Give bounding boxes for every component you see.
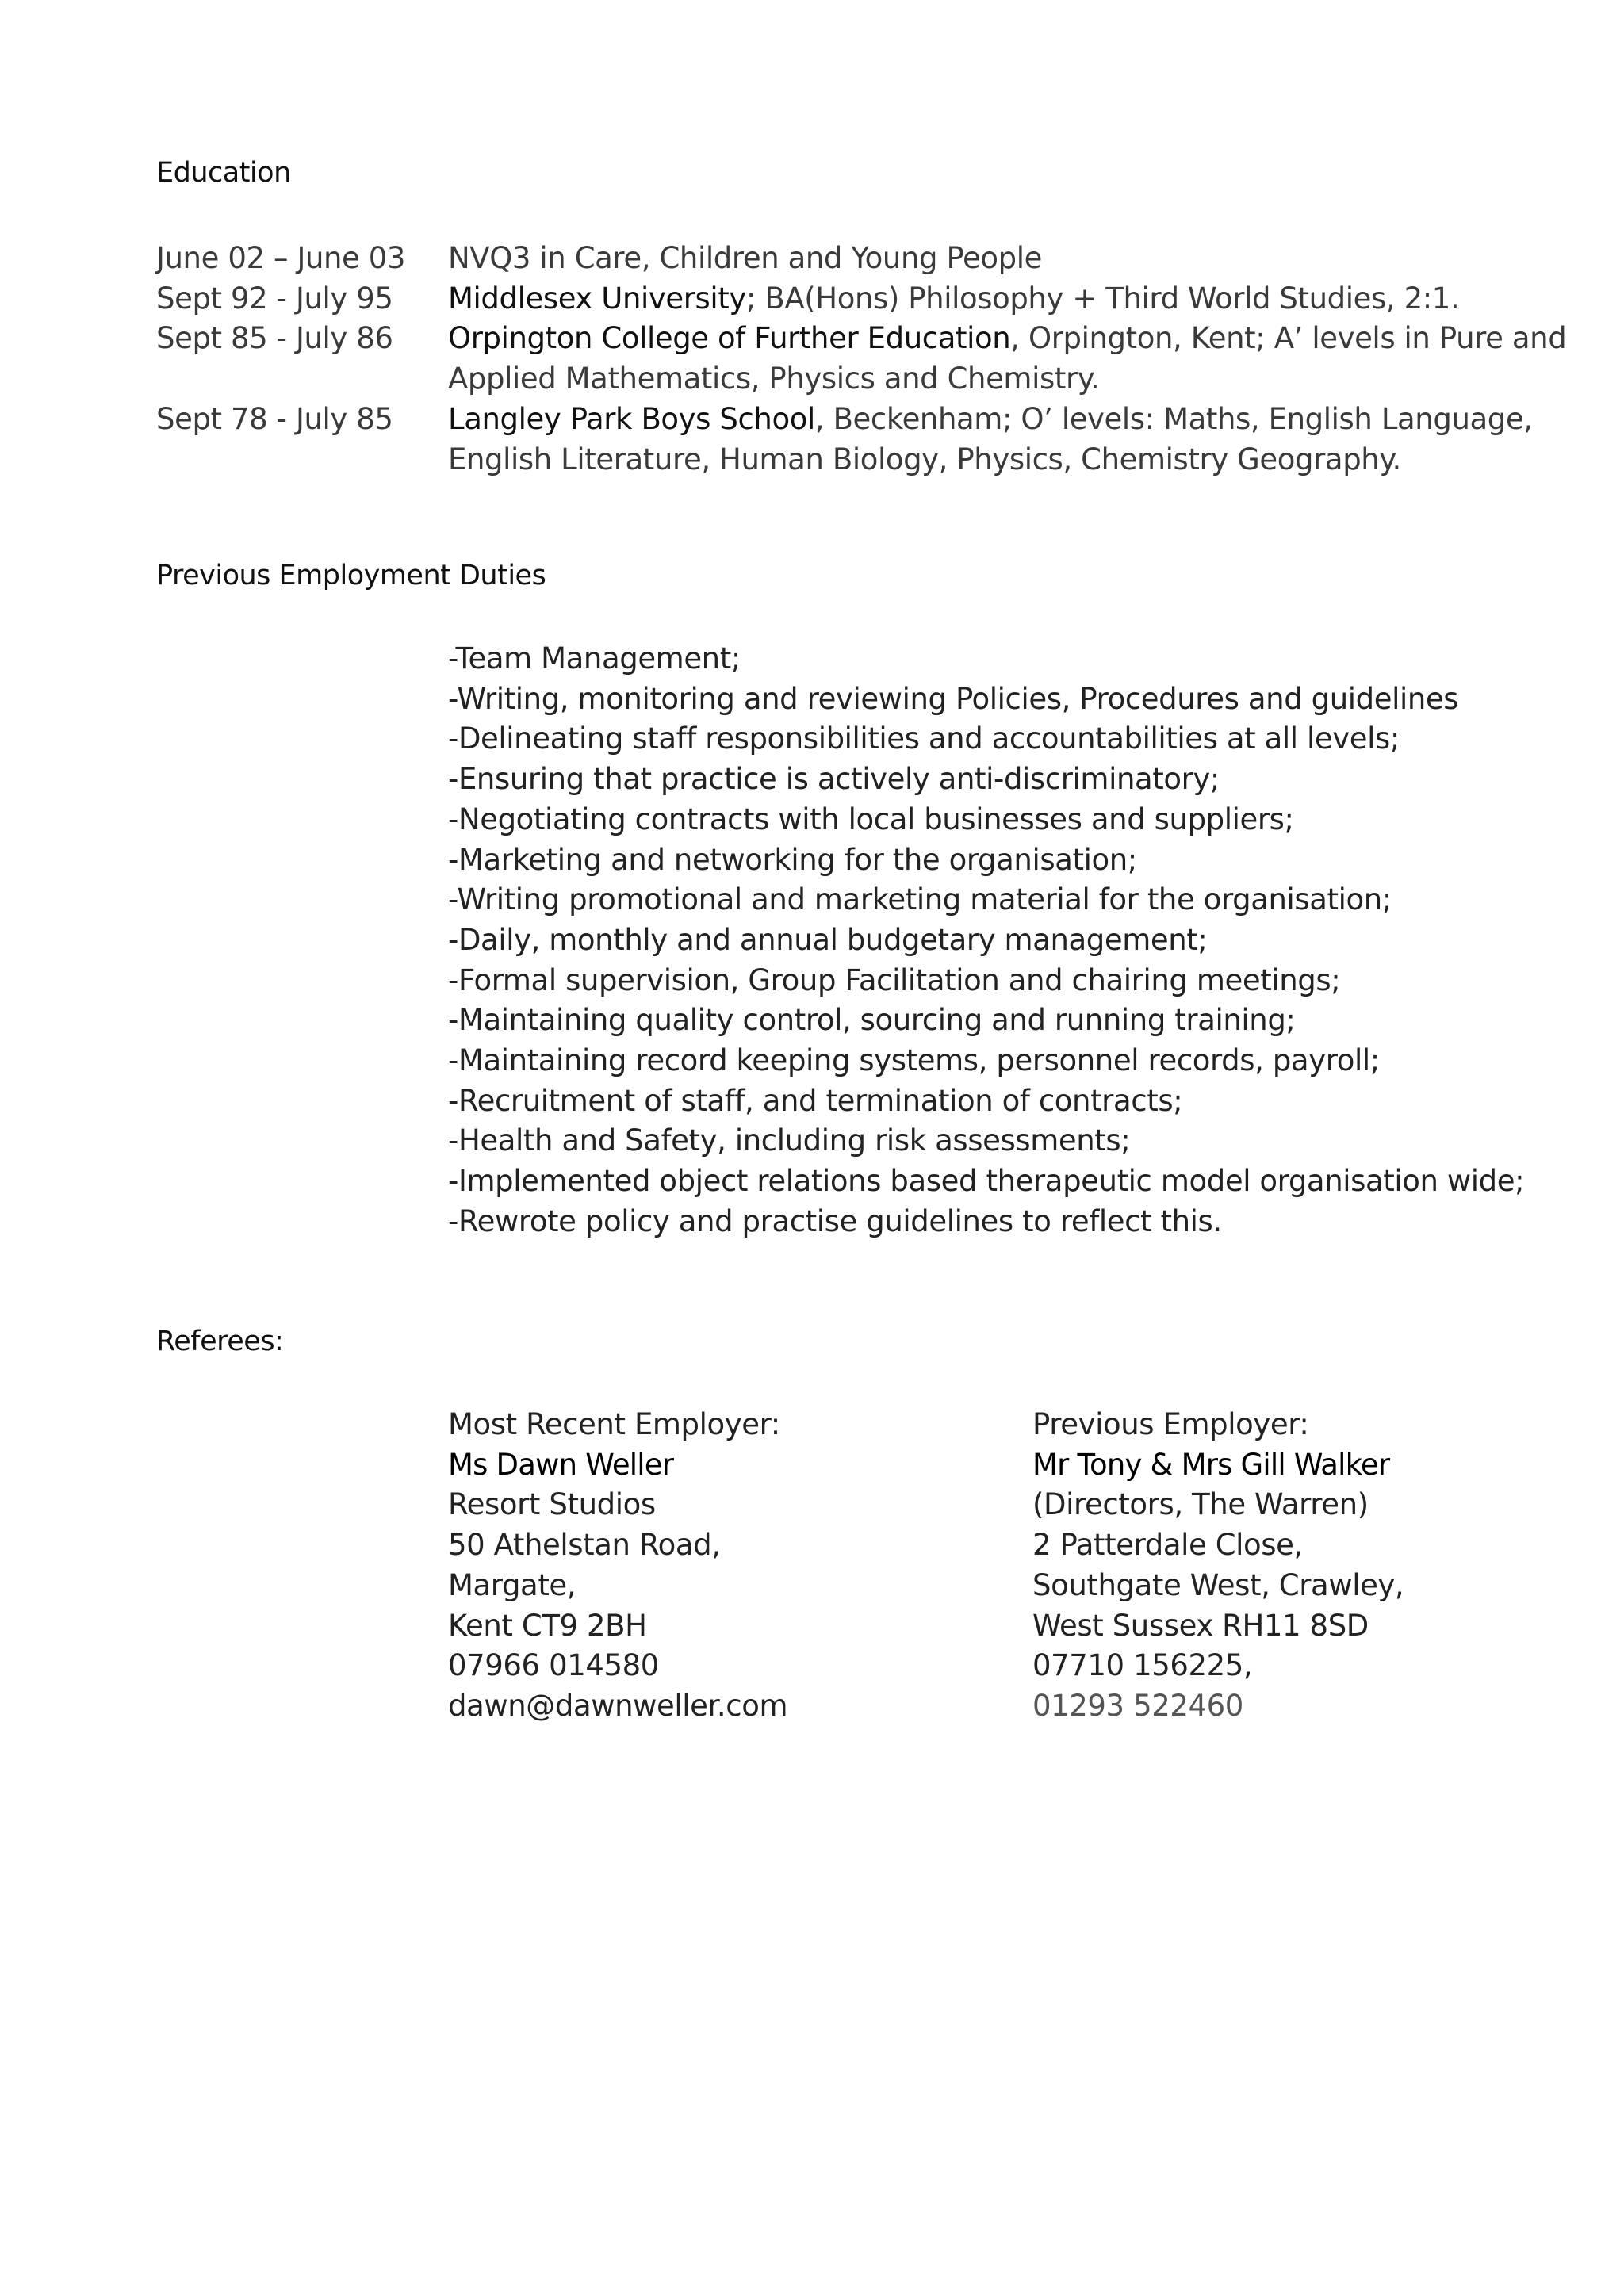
referee-previous [1032, 1405, 1404, 1727]
employment-heading: Previous Employment Duties [156, 560, 546, 591]
referees-heading: Referees: [156, 1326, 284, 1357]
duty-item: -Writing, monitoring and reviewing Policies, Procedures and guidelines [448, 681, 1459, 716]
duty-item: -Marketing and networking for the organisation; [448, 842, 1137, 877]
referee-address-line: West Sussex RH11 8SD [1032, 1608, 1369, 1643]
education-detail: NVQ3 in Care, Children and Young People [448, 241, 1042, 275]
education-date: Sept 85 - July 86 [156, 321, 393, 355]
education-institution: Orpington College of Further Education [448, 321, 1011, 355]
referee-address-line: 2 Patterdale Close, [1032, 1528, 1303, 1563]
education-description [448, 278, 1624, 319]
education-institution: Middlesex University [448, 281, 746, 316]
education-date: Sept 92 - July 95 [156, 281, 393, 316]
referee-email: dawn@dawnweller.com [448, 1688, 788, 1723]
duty-item: -Negotiating contracts with local businesses and suppliers; [448, 802, 1294, 836]
education-date: June 02 – June 03 [156, 241, 406, 275]
education-institution: Langley Park Boys School [448, 402, 815, 436]
education-detail: , Orpington, Kent; A’ levels in Pure and Applied Mathematics, Physics and Chemistry. [448, 321, 1567, 396]
duty-item: -Recruitment of staff, and termination of contracts; [448, 1083, 1183, 1118]
duty-item: -Writing promotional and marketing material for the organisation; [448, 882, 1392, 917]
education-detail: ; BA(Hons) Philosophy + Third World Studies, 2:1. [745, 281, 1460, 316]
duty-item: -Maintaining record keeping systems, personnel records, payroll; [448, 1043, 1380, 1078]
education-description [448, 318, 1624, 399]
duty-item: -Implemented object relations based therapeutic model organisation wide; [448, 1164, 1525, 1199]
duty-item: -Formal supervision, Group Facilitation and chairing meetings; [448, 962, 1341, 997]
duty-item: -Delineating staff responsibilities and accountabilities at all levels; [448, 721, 1400, 756]
duty-item: -Health and Safety, including risk assessments; [448, 1123, 1131, 1158]
education-detail: , Beckenham; O’ levels: Maths, English Language, English Literature, Human Biology, Physics, Chemistry Geography. [448, 402, 1533, 476]
referee-address-line: Southgate West, Crawley, [1032, 1567, 1404, 1602]
education-heading: Education [156, 157, 291, 189]
referee-address-line: Margate, [448, 1567, 576, 1602]
referee-name: Ms Dawn Weller [448, 1447, 674, 1482]
duty-item: -Ensuring that practice is actively anti-discriminatory; [448, 762, 1220, 797]
referee-name: Mr Tony & Mrs Gill Walker [1032, 1447, 1390, 1482]
referee-label: Most Recent Employer: [448, 1407, 780, 1441]
referee-phone: 07966 014580 [448, 1648, 659, 1683]
education-date: Sept 78 - July 85 [156, 402, 393, 436]
referee-address-line: 50 Athelstan Road, [448, 1528, 721, 1563]
duty-item: -Maintaining quality control, sourcing and running training; [448, 1003, 1296, 1038]
duty-item: -Rewrote policy and practise guidelines to reflect this. [448, 1203, 1222, 1238]
duty-item: -Team Management; [448, 641, 741, 675]
referee-address-line: Kent CT9 2BH [448, 1608, 647, 1643]
referee-phone-secondary: 01293 522460 [1032, 1688, 1243, 1723]
referee-label: Previous Employer: [1032, 1407, 1309, 1441]
duty-item: -Daily, monthly and annual budgetary management; [448, 922, 1208, 957]
referee-address-line: (Directors, The Warren) [1032, 1487, 1369, 1522]
duties-list [448, 639, 1524, 1242]
education-description [448, 399, 1624, 480]
referee-phone: 07710 156225, [1032, 1648, 1253, 1683]
referee-recent [448, 1405, 787, 1727]
education-description [448, 238, 1624, 278]
referee-address-line: Resort Studios [448, 1487, 656, 1522]
